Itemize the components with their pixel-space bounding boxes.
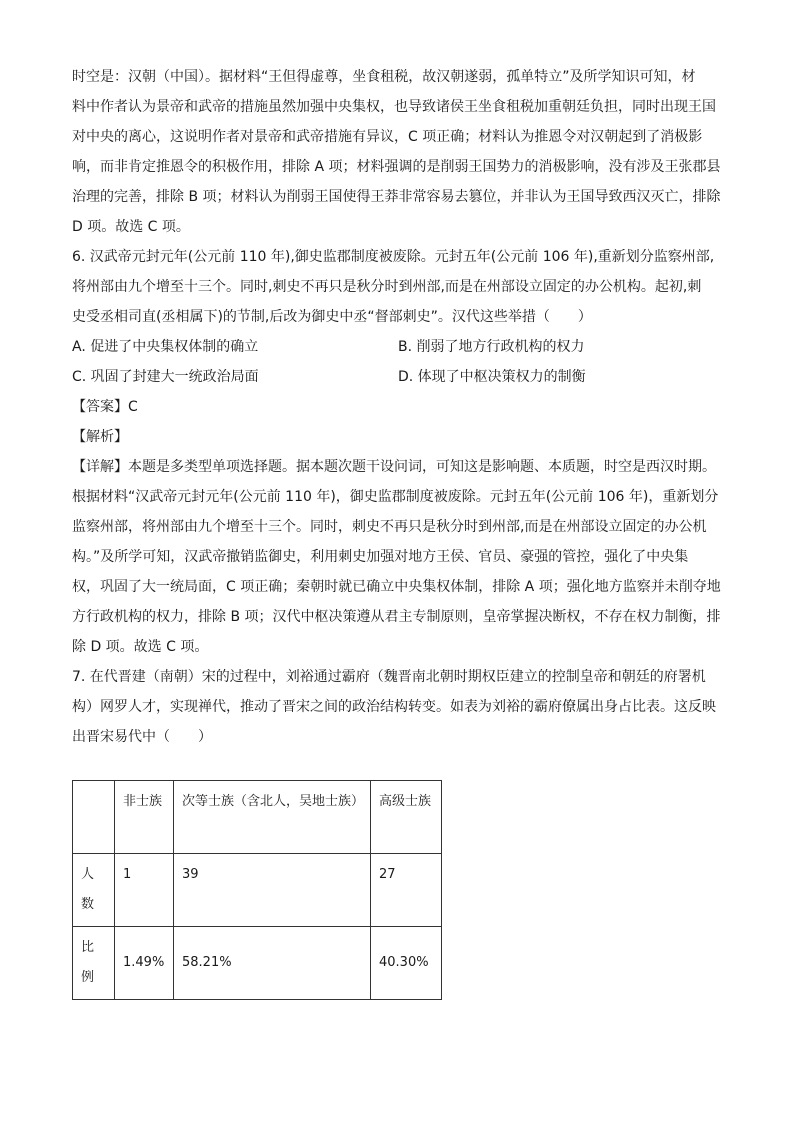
analysis-line: 对中央的离心，这说明作者对景帝和武帝措施有异议，C 项正确；材料认为推恩令对汉朝起到了消极影 [72,129,703,145]
analysis-line: 响，而非肯定推恩令的积极作用，排除 A 项；材料强调的是削弱王国势力的消极影响，没有涉及王张郡县 [72,159,721,175]
q6-option-d: D. 体现了中枢决策权力的制衡 [398,369,586,385]
q6-option-a: A. 促进了中央集权体制的确立 [72,339,259,355]
table-row [73,927,442,1000]
q6-detail-line: 权，巩固了大一统局面，C 项正确；秦朝时就已确立中央集权体制，排除 A 项；强化地方监察并未削夺地 [72,579,721,595]
q6-detail-line: 监察州部，将州部由九个增至十三个。同时，刺史不再只是秋分时到州部,而是在州部设立固定的办公机 [72,519,707,535]
q7-stem-line: 7. 在代晋建（南朝）宋的过程中，刘裕通过霸府（魏晋南北朝时期权臣建立的控制皇帝和朝廷的府署机 [72,669,706,685]
q6-detail-line: 【详解】本题是多类型单项选择题。据本题次题干设问词，可知这是影响题、本质题，时空是西汉时期。 [72,459,716,475]
q6-stem-line: 6. 汉武帝元封元年(公元前 110 年),御史监郡制度被废除。元封五年(公元前 106 年),重新划分监察州部, [72,249,715,265]
table-header-cell: 非士族 [115,781,174,854]
document-page [72,62,722,752]
table-header-cell [73,781,115,854]
q6-option-b: B. 削弱了地方行政机构的权力 [398,339,585,355]
table-cell: 39 [174,854,371,927]
table-row-label: 人数 [73,854,115,927]
q6-detail-line: 方行政机构的权力，排除 B 项；汉代中枢决策遵从君主专制原则，皇帝掌握决断权，不存在权力制衡，排 [72,609,721,625]
question-7 [72,662,722,752]
table-row-label: 比例 [73,927,115,1000]
q6-answer: 【答案】C [72,399,138,415]
previous-analysis [72,62,722,242]
q6-stem-line: 将州部由九个增至十三个。同时,刺史不再只是秋分时到州部,而是在州部设立固定的办公机构。起初,刺 [72,279,702,295]
table-header-row [73,781,442,854]
table-cell: 1 [115,854,174,927]
q6-detail-line: 根据材料“汉武帝元封元年(公元前 110 年)，御史监郡制度被废除。元封五年(公元前 106 年)，重新划分 [72,489,719,505]
table-cell: 58.21% [174,927,371,1000]
question-6 [72,242,722,662]
table-cell: 40.30% [371,927,442,1000]
analysis-line: 料中作者认为景帝和武帝的措施虽然加强中央集权，也导致诸侯王坐食租税加重朝廷负担，同时出现王国 [72,99,716,115]
analysis-line: 时空是：汉朝（中国）。据材料“王但得虚尊，坐食租税，故汉朝遂弱，孤单特立”及所学知识可知，材 [72,69,696,85]
q6-detail-line: 构。”及所学可知，汉武帝撤销监御史，利用刺史加强对地方王侯、官员、豪强的管控，强化了中央集 [72,549,689,565]
table-cell: 1.49% [115,927,174,1000]
analysis-line: D 项。故选 C 项。 [72,219,190,235]
q7-table [72,780,442,1000]
q6-stem-line: 史受丞相司直(丞相属下)的节制,后改为御史中丞“督部刺史”。汉代这些举措（ ） [72,309,592,325]
analysis-line: 治理的完善，排除 B 项；材料认为削弱王国使得王莽非常容易去篡位，并非认为王国导致西汉灭亡，排除 [72,189,721,205]
q6-analysis-label: 【解析】 [72,429,128,445]
table-header-cell: 高级士族 [371,781,442,854]
q6-detail-line: 除 D 项。故选 C 项。 [72,639,209,655]
q7-stem-line: 出晋宋易代中（ ） [72,729,212,745]
table-row [73,854,442,927]
q6-option-c: C. 巩固了封建大一统政治局面 [72,369,259,385]
q7-stem-line: 构）网罗人才，实现禅代，推动了晋宋之间的政治结构转变。如表为刘裕的霸府僚属出身占比表。这反映 [72,699,716,715]
table-header-cell: 次等士族（含北人，吴地士族） [174,781,371,854]
table-cell: 27 [371,854,442,927]
q6-options [72,332,722,392]
